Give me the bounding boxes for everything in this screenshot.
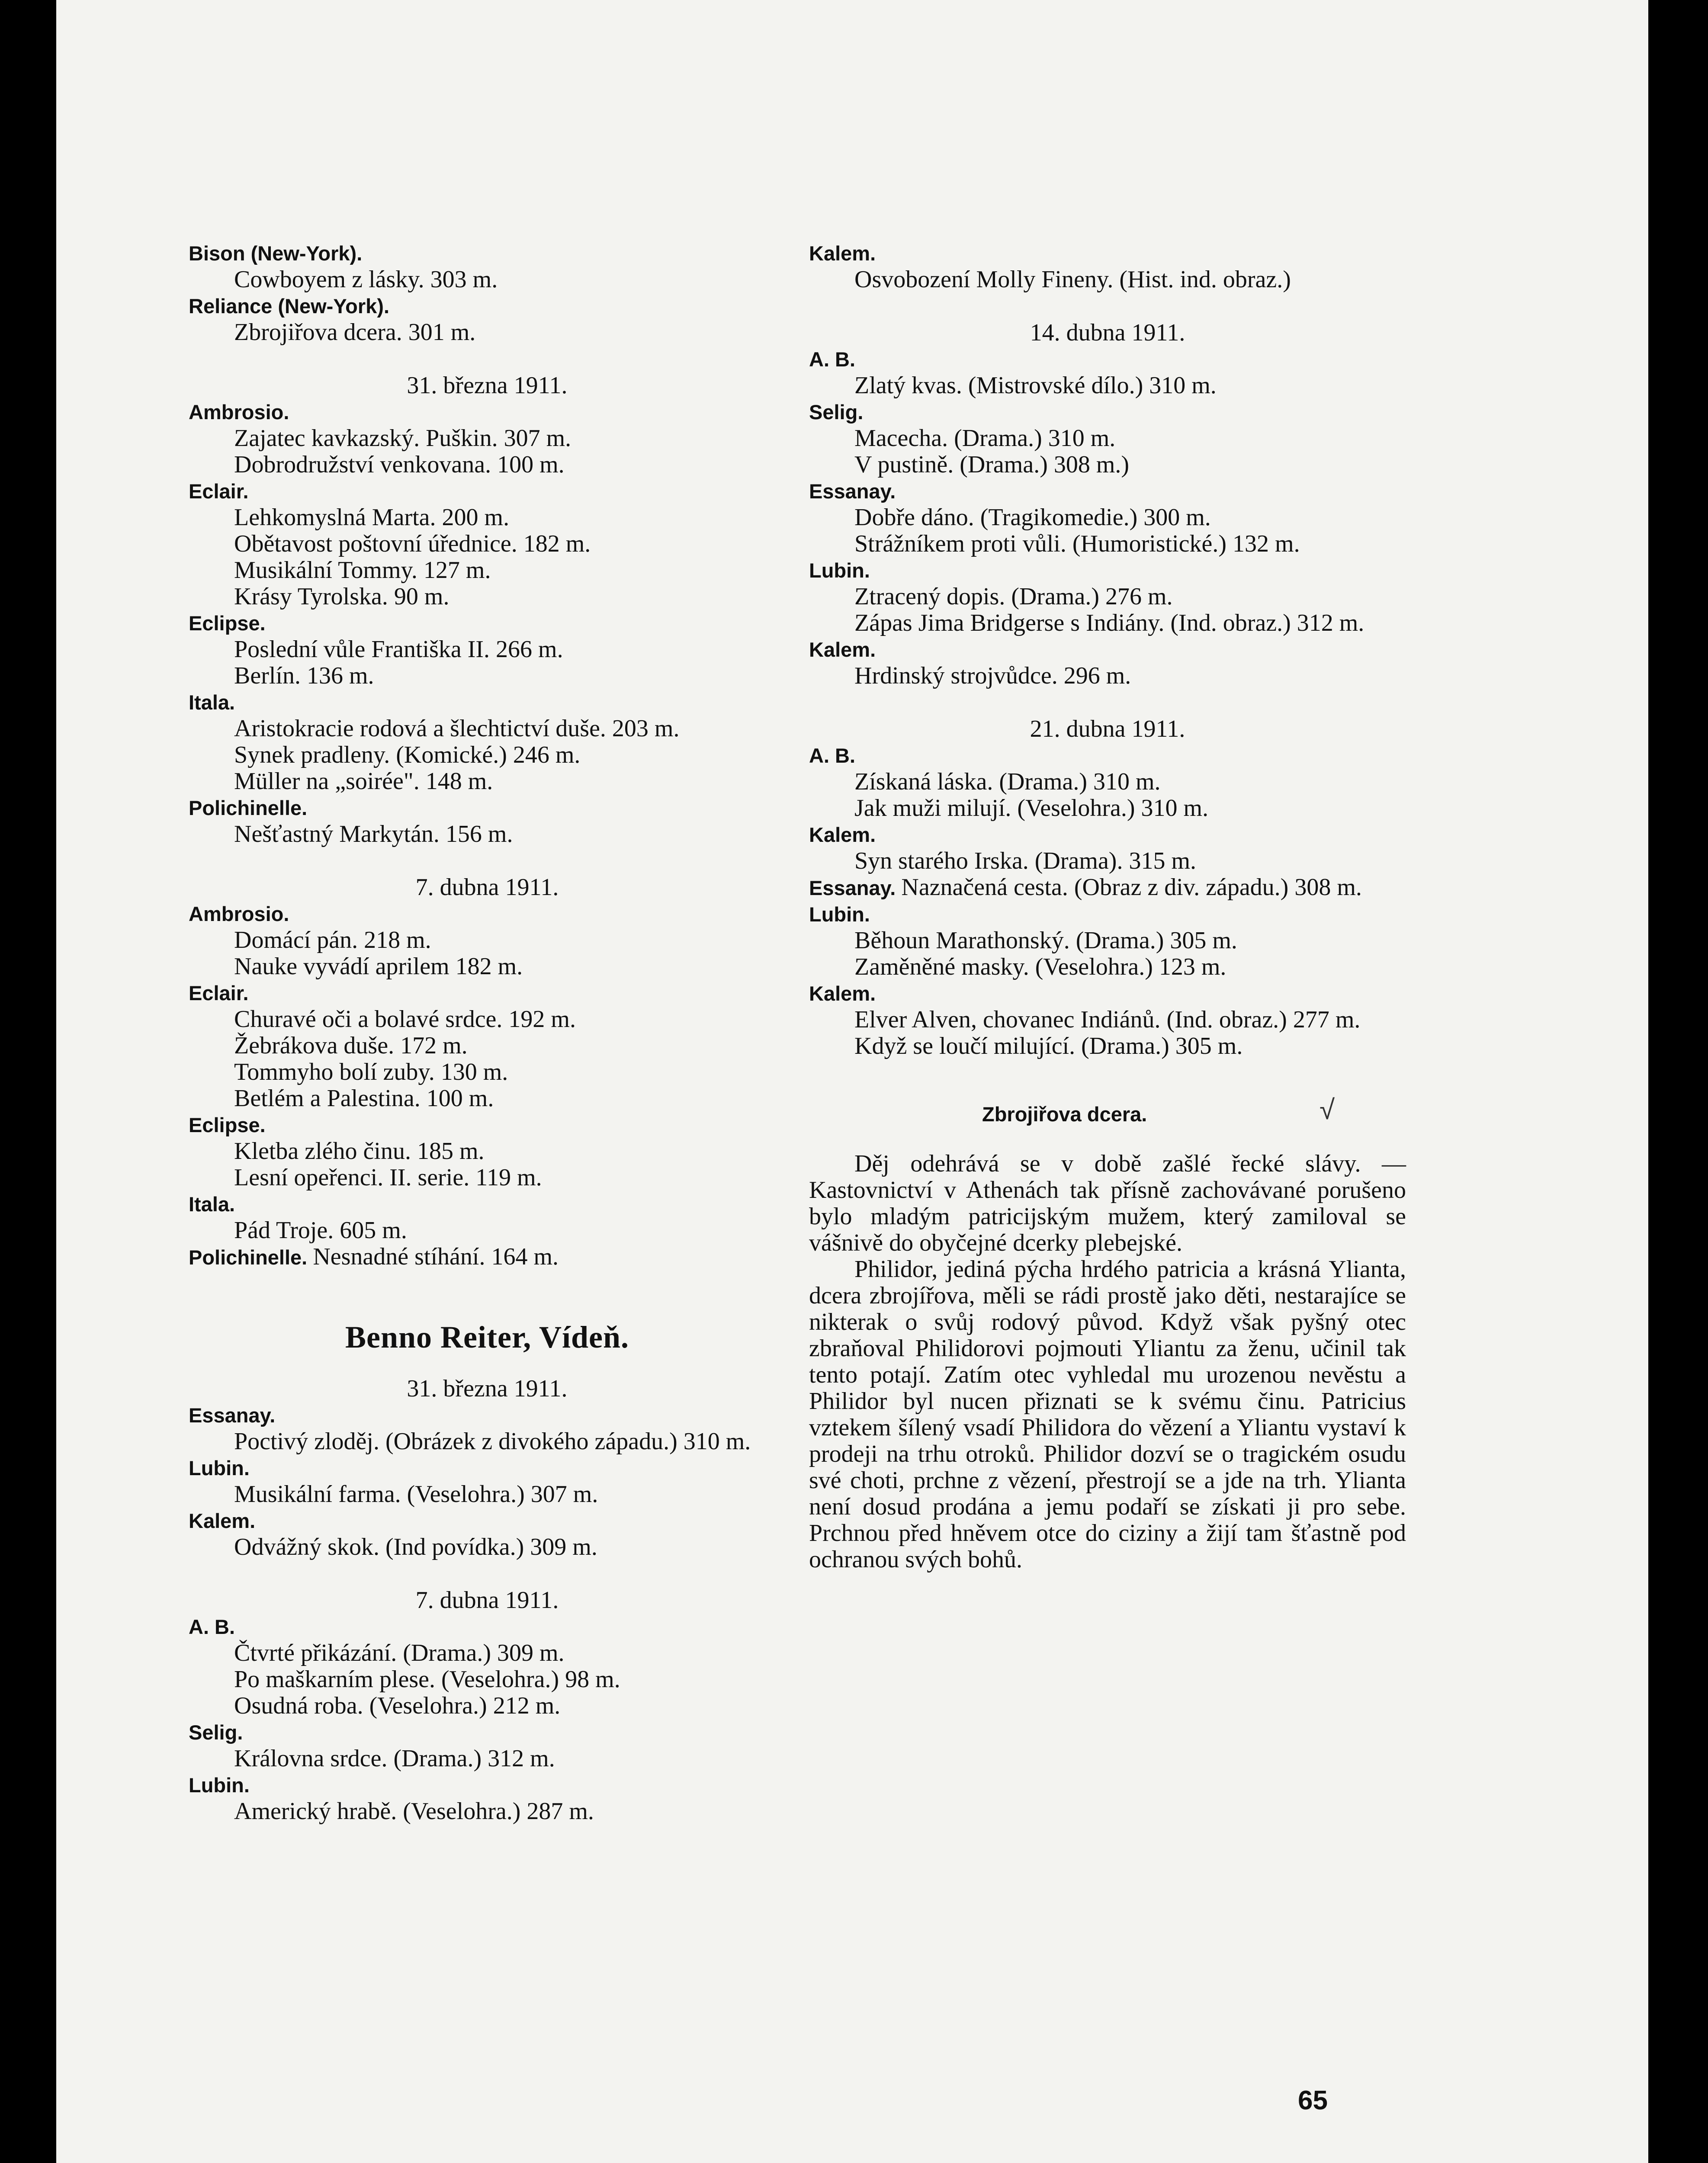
- film-entry: Elver Alven, chovanec Indiánů. (Ind. obraz.) 277 m.: [854, 1006, 1361, 1033]
- film-entry: Zbrojiřova dcera. 301 m.: [234, 319, 476, 346]
- film-entry: Nešťastný Markytán. 156 m.: [234, 821, 513, 847]
- company-name: Itala.: [189, 1193, 235, 1216]
- article-title-text: Zbrojiřova dcera.: [982, 1103, 1147, 1126]
- article-title: [809, 1094, 1406, 1127]
- company-name: Ambrosio.: [189, 401, 289, 424]
- film-entry: Cowboyem z lásky. 303 m.: [234, 266, 498, 293]
- film-entry: Synek pradleny. (Komické.) 246 m.: [234, 741, 581, 768]
- film-entry: Syn starého Irska. (Drama). 315 m.: [854, 847, 1197, 874]
- film-entry: Zaměněné masky. (Veselohra.) 123 m.: [854, 953, 1226, 980]
- film-entry: Nauke vyvádí aprilem 182 m.: [234, 953, 523, 980]
- film-entry: Tommyho bolí zuby. 130 m.: [234, 1059, 508, 1085]
- film-entry: Odvážný skok. (Ind povídka.) 309 m.: [234, 1534, 597, 1560]
- company-name: Lubin.: [189, 1457, 250, 1479]
- company-name: Lubin.: [189, 1774, 250, 1797]
- film-entry: Nesnadné stíhání. 164 m.: [313, 1243, 559, 1270]
- company-name: A. B.: [809, 348, 856, 371]
- company-name: Itala.: [189, 691, 235, 714]
- film-entry: Domácí pán. 218 m.: [234, 927, 431, 953]
- left-column: [189, 240, 786, 1825]
- film-entry: Kletba zlého činu. 185 m.: [234, 1138, 485, 1165]
- film-entry: Dobrodružství venkovana. 100 m.: [234, 451, 565, 478]
- company-name: Eclipse.: [189, 1114, 266, 1136]
- film-entry: Osvobození Molly Fineny. (Hist. ind. obraz.): [854, 266, 1291, 293]
- date-heading: 31. března 1911.: [407, 1375, 568, 1402]
- right-column: [809, 240, 1406, 1573]
- program-block: [189, 1614, 786, 1825]
- film-entry: Aristokracie rodová a šlechtictví duše. 203 m.: [234, 715, 680, 742]
- date-heading: 31. března 1911.: [407, 372, 568, 399]
- studio-heading: Benno Reiter, Vídeň.: [345, 1320, 629, 1354]
- film-entry: Lesní opeřenci. II. serie. 119 m.: [234, 1164, 542, 1191]
- company-name: Kalem.: [809, 823, 876, 846]
- film-entry: Müller na „soirée". 148 m.: [234, 768, 493, 795]
- film-entry: Zápas Jima Bridgerse s Indiány. (Ind. obraz.) 312 m.: [854, 610, 1364, 636]
- company-name: Kalem.: [809, 982, 876, 1005]
- film-entry: Po maškarním plese. (Veselohra.) 98 m.: [234, 1666, 620, 1693]
- film-entry: Zajatec kavkazský. Puškin. 307 m.: [234, 425, 571, 452]
- film-entry: Lehkomyslná Marta. 200 m.: [234, 504, 510, 531]
- company-name: Reliance (New-York).: [189, 295, 390, 318]
- program-block: [809, 742, 1406, 874]
- checkmark-annotation: √: [1320, 1094, 1335, 1125]
- program-block: [189, 240, 786, 346]
- film-entry: Žebrákova duše. 172 m.: [234, 1032, 468, 1059]
- film-entry: V pustině. (Drama.) 308 m.): [854, 451, 1130, 478]
- film-entry: Královna srdce. (Drama.) 312 m.: [234, 1745, 555, 1772]
- film-entry: Poslední vůle Františka II. 266 m.: [234, 636, 563, 663]
- company-name: Selig.: [809, 401, 864, 424]
- company-name: Eclair.: [189, 982, 249, 1004]
- film-entry: Běhoun Marathonský. (Drama.) 305 m.: [854, 927, 1237, 954]
- program-block: [189, 399, 786, 847]
- film-entry: Hrdinský strojvůdce. 296 m.: [854, 662, 1131, 689]
- program-block: [809, 346, 1406, 689]
- film-entry: Obětavost poštovní úřednice. 182 m.: [234, 530, 591, 557]
- film-entry: Americký hrabě. (Veselohra.) 287 m.: [234, 1798, 594, 1825]
- film-entry: Musikální Tommy. 127 m.: [234, 557, 491, 584]
- article-paragraph: Děj odehrává se v době zašlé řecké slávy. — Kastovnictví v Athenách tak přísně zachovávané porušeno bylo mladým patricijským mužem, který zamiloval se vášnivě do obyčejné dcerky plebejské.: [809, 1150, 1406, 1256]
- company-name: Eclipse.: [189, 612, 266, 635]
- film-entry: Naznačená cesta. (Obraz z div. západu.) 308 m.: [901, 874, 1362, 901]
- film-entry: Musikální farma. (Veselohra.) 307 m.: [234, 1481, 598, 1508]
- company-name: Bison (New-York).: [189, 242, 363, 265]
- film-entry: Osudná roba. (Veselohra.) 212 m.: [234, 1692, 561, 1719]
- company-name: Kalem.: [809, 638, 876, 661]
- film-entry: Čtvrté přikázání. (Drama.) 309 m.: [234, 1640, 565, 1666]
- date-heading: 14. dubna 1911.: [1030, 319, 1185, 346]
- company-name: Polichinelle.: [189, 1246, 308, 1269]
- film-entry: Churavé oči a bolavé srdce. 192 m.: [234, 1006, 576, 1033]
- company-name: Essanay.: [189, 1404, 276, 1427]
- company-name: Essanay.: [809, 480, 896, 503]
- program-block: [809, 240, 1406, 293]
- company-name: Eclair.: [189, 480, 249, 503]
- date-heading: 7. dubna 1911.: [415, 874, 559, 901]
- company-name: A. B.: [809, 744, 856, 767]
- film-entry: Berlín. 136 m.: [234, 662, 374, 689]
- film-entry: Dobře dáno. (Tragikomedie.) 300 m.: [854, 504, 1211, 531]
- film-entry: Poctivý zloděj. (Obrázek z divokého západu.) 310 m.: [234, 1428, 751, 1455]
- page-number: 65: [1298, 2086, 1328, 2115]
- film-entry: Betlém a Palestina. 100 m.: [234, 1085, 494, 1112]
- film-entry: Krásy Tyrolska. 90 m.: [234, 583, 449, 610]
- company-name: Ambrosio.: [189, 902, 289, 925]
- date-heading: 21. dubna 1911.: [1030, 716, 1185, 742]
- program-block: [189, 901, 786, 1244]
- company-name: Kalem.: [189, 1509, 256, 1532]
- program-block: [189, 1402, 786, 1560]
- article-paragraph: Philidor, jediná pýcha hrdého patricia a krásná Ylianta, dcera zbrojířova, měli se rádi prostě jako děti, nestarajíce se nikterak o svůj rodový původ. Když však pyšný otec zbraňoval Philidorovi pojmouti Yliantu za ženu, učinil tak tento potají. Zatím otec vyhledal mu urozenou nevěstu a Philidor byl nucen přiznati se k svému činu. Patricius vztekem šílený vsadí Philidora do vězení a Yliantu vystaví k prodeji na trhu otroků. Philidor dozví se o tragickém osudu své choti, prchne z vězení, přestrojí se a jde na trh. Ylianta není dosud prodána a jemu podaří se získati ji pro sebe. Prchnou před hněvem otce do ciziny a žijí tam šťastně pod ochranou svých bohů.: [809, 1256, 1406, 1573]
- document-page: [56, 0, 1648, 2163]
- film-entry: Jak muži milují. (Veselohra.) 310 m.: [854, 795, 1209, 822]
- company-name: Lubin.: [809, 559, 870, 582]
- program-block: [809, 901, 1406, 1059]
- film-entry: Pád Troje. 605 m.: [234, 1217, 407, 1244]
- company-name: Essanay.: [809, 876, 896, 899]
- film-entry: Strážníkem proti vůli. (Humoristické.) 132 m.: [854, 530, 1300, 557]
- film-entry: Zlatý kvas. (Mistrovské dílo.) 310 m.: [854, 372, 1217, 399]
- film-entry: Ztracený dopis. (Drama.) 276 m.: [854, 583, 1173, 610]
- film-entry: Získaná láska. (Drama.) 310 m.: [854, 768, 1161, 795]
- film-entry: Macecha. (Drama.) 310 m.: [854, 425, 1116, 452]
- company-name: Polichinelle.: [189, 796, 308, 819]
- company-inline-line: [189, 1244, 786, 1270]
- company-name: Lubin.: [809, 903, 870, 926]
- company-name: A. B.: [189, 1615, 235, 1638]
- date-heading: 7. dubna 1911.: [415, 1587, 559, 1614]
- article-body: [809, 1151, 1406, 1573]
- film-entry: Když se loučí milující. (Drama.) 305 m.: [854, 1033, 1243, 1059]
- company-name: Selig.: [189, 1721, 243, 1744]
- company-name: Kalem.: [809, 242, 876, 265]
- company-inline-line: [809, 874, 1406, 901]
